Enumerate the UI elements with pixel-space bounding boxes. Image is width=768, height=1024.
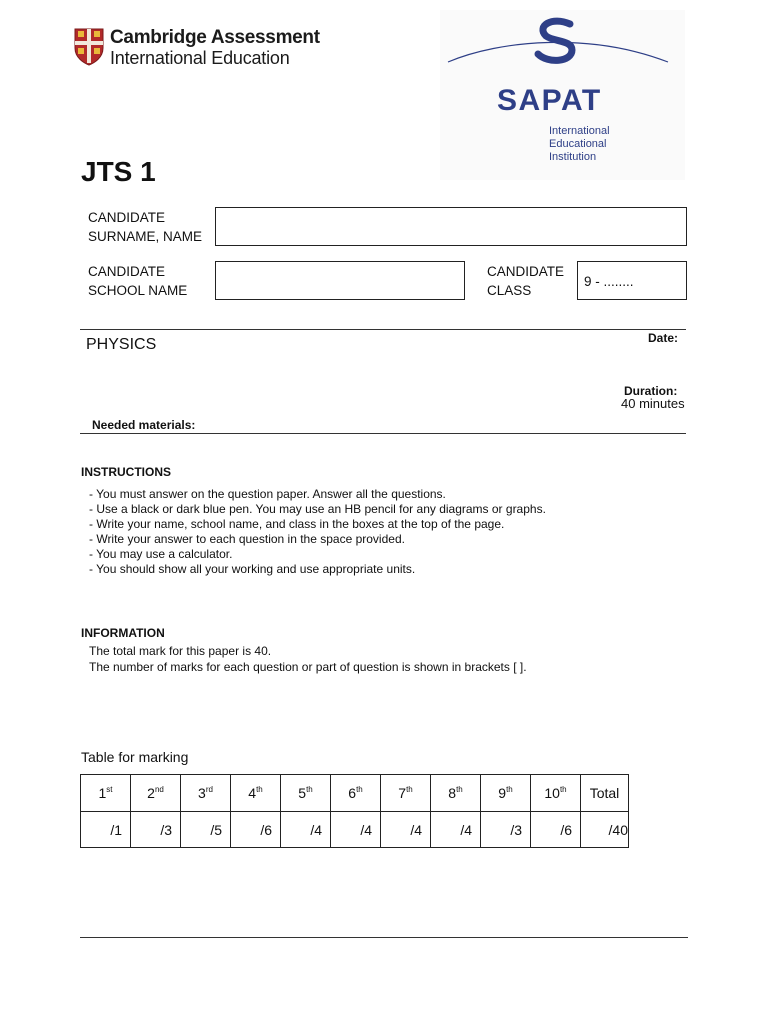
school-name-field[interactable] <box>215 261 465 300</box>
sapat-sub-line3: Institution <box>549 151 597 163</box>
score-cell[interactable]: /6 <box>231 812 281 848</box>
score-cell[interactable]: /4 <box>431 812 481 848</box>
candidate-class-label <box>487 262 564 300</box>
score-cell[interactable]: /3 <box>481 812 531 848</box>
information-title: INFORMATION <box>81 626 165 640</box>
question-header: 3rd <box>181 775 231 812</box>
top-divider <box>80 329 686 330</box>
instructions-title: INSTRUCTIONS <box>81 465 171 479</box>
total-header: Total <box>581 775 629 812</box>
question-header: 5th <box>281 775 331 812</box>
information-item: The total mark for this paper is 40. <box>89 644 272 658</box>
score-cell[interactable]: /1 <box>81 812 131 848</box>
school-name-label-line2: SCHOOL NAME <box>88 283 188 298</box>
score-cell[interactable]: /5 <box>181 812 231 848</box>
instruction-item: - You may use a calculator. <box>89 547 233 561</box>
candidate-name-field[interactable] <box>215 207 687 246</box>
score-cell[interactable]: /4 <box>281 812 331 848</box>
sapat-sub-line2: Educational <box>549 138 607 150</box>
cambridge-line2: International Education <box>110 48 290 68</box>
instruction-item: - You should show all your working and use appropriate units. <box>89 562 416 576</box>
question-header: 9th <box>481 775 531 812</box>
score-cell[interactable]: /3 <box>131 812 181 848</box>
marking-table-title: Table for marking <box>81 749 189 765</box>
duration-label: Duration: <box>624 384 678 398</box>
instruction-item: - You must answer on the question paper. Answer all the questions. <box>89 487 446 501</box>
score-cell[interactable]: /4 <box>381 812 431 848</box>
needed-materials-label: Needed materials: <box>92 418 196 432</box>
footer-divider <box>80 937 688 938</box>
sapat-sub-line1: International <box>549 125 610 137</box>
score-cell[interactable]: /4 <box>331 812 381 848</box>
marking-table <box>80 774 629 848</box>
instruction-item: - Write your answer to each question in the space provided. <box>89 532 405 546</box>
subject-title: PHYSICS <box>86 336 157 353</box>
candidate-name-label <box>88 208 202 246</box>
marking-table-score-row <box>81 812 629 848</box>
cambridge-line1: Cambridge Assessment <box>110 27 320 48</box>
instructions-list <box>89 487 546 577</box>
date-label: Date: <box>648 331 679 345</box>
cambridge-wordmark <box>110 27 320 69</box>
question-header: 4th <box>231 775 281 812</box>
question-header: 6th <box>331 775 381 812</box>
candidate-name-label-line1: CANDIDATE <box>88 210 166 225</box>
school-name-label <box>88 262 187 300</box>
question-header: 7th <box>381 775 431 812</box>
sapat-subtitle <box>549 125 610 164</box>
information-list <box>89 643 527 675</box>
paper-code: JTS 1 <box>81 156 156 187</box>
total-score-cell[interactable]: /40 <box>581 812 629 848</box>
candidate-name-label-line2: SURNAME, NAME <box>88 229 203 244</box>
candidate-class-label-line2: CLASS <box>487 283 532 298</box>
question-header: 10th <box>531 775 581 812</box>
question-header: 2nd <box>131 775 181 812</box>
materials-divider <box>80 433 686 434</box>
information-item: The number of marks for each question or part of question is shown in brackets [ ]. <box>89 660 527 674</box>
instruction-item: - Use a black or dark blue pen. You may use an HB pencil for any diagrams or graphs. <box>89 502 546 516</box>
question-header: 1st <box>81 775 131 812</box>
question-header: 8th <box>431 775 481 812</box>
marking-table-header-row <box>81 775 629 812</box>
sapat-name: SAPAT <box>497 84 602 117</box>
duration-value: 40 minutes <box>621 396 685 411</box>
school-name-label-line1: CANDIDATE <box>88 264 166 279</box>
candidate-class-field[interactable]: 9 - ........ <box>577 261 687 300</box>
cambridge-shield-logo <box>74 28 104 66</box>
score-cell[interactable]: /6 <box>531 812 581 848</box>
candidate-class-label-line1: CANDIDATE <box>487 264 565 279</box>
instruction-item: - Write your name, school name, and class in the boxes at the top of the page. <box>89 517 505 531</box>
